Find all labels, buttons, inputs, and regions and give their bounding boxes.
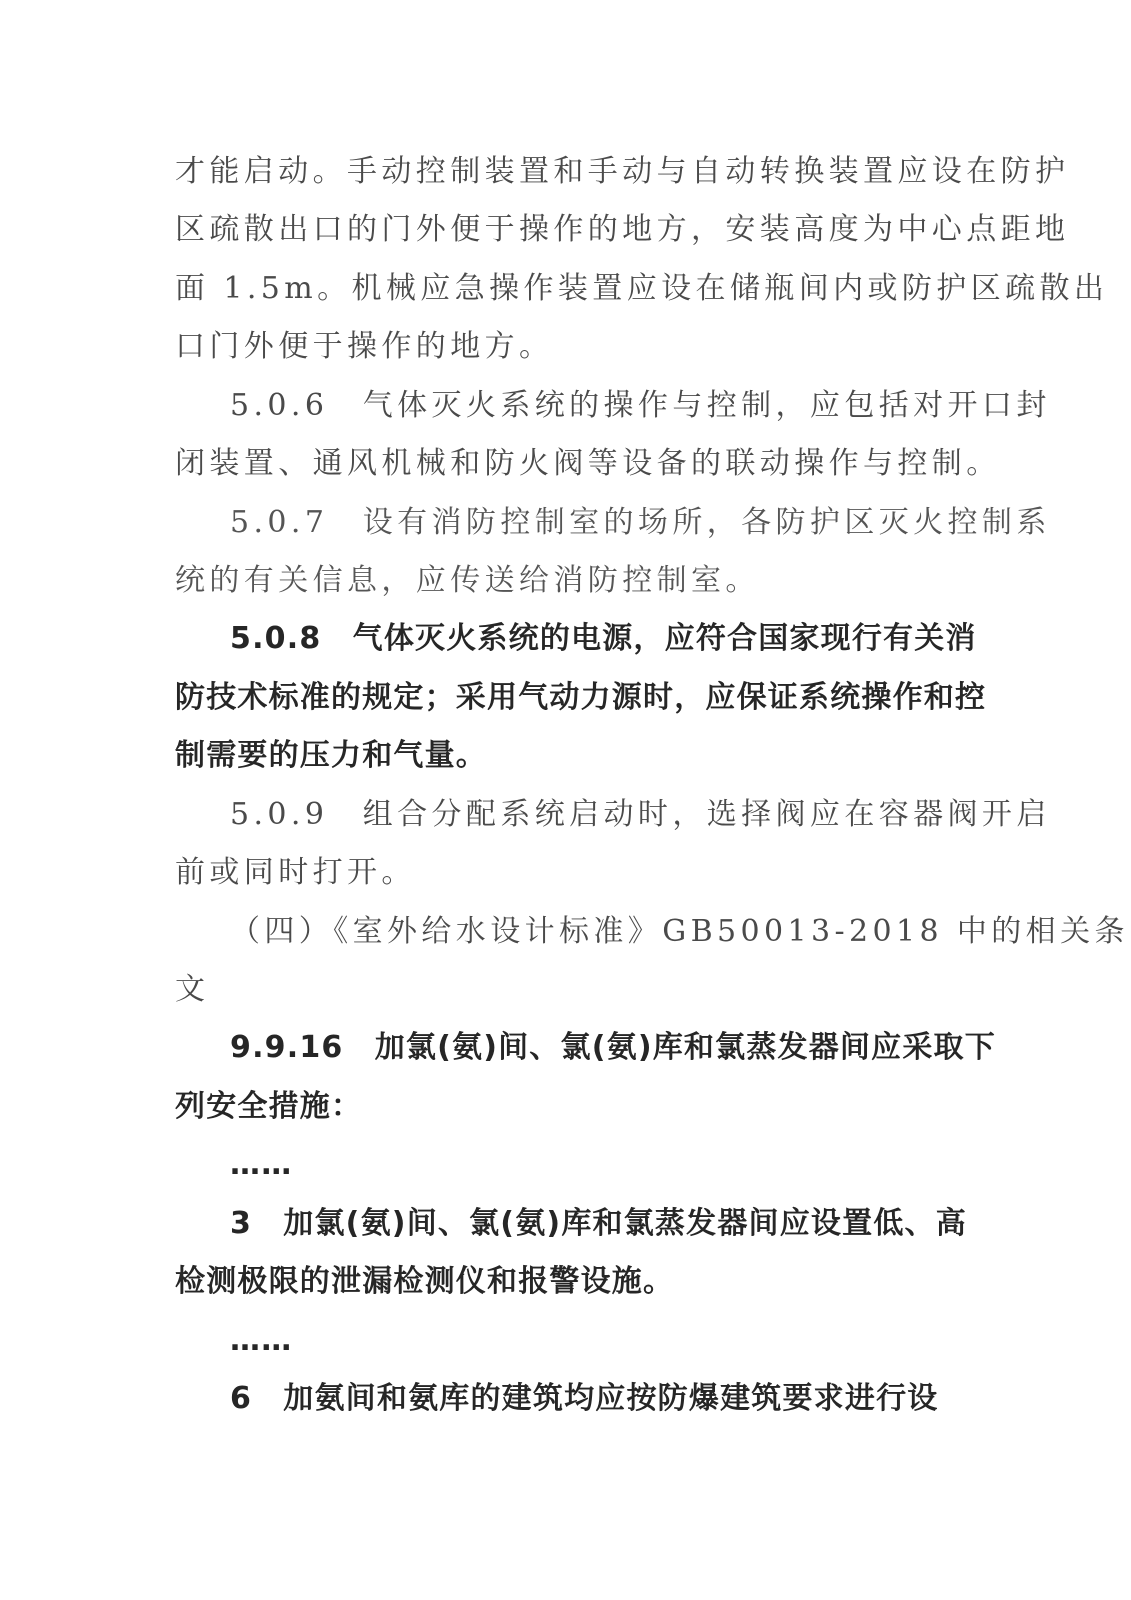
item-6: 6 加氨间和氨库的建筑均应按防爆建筑要求进行设 [230, 1381, 939, 1416]
text-line-17: 列安全措施： [175, 1089, 363, 1124]
item-3: 3 加氯(氨)间、氯(氨)库和氯蒸发器间应设置低、高 [230, 1206, 967, 1241]
text-line-11: 制需要的压力和气量。 [175, 738, 487, 773]
clause-5-0-7: 5.0.7 设有消防控制室的场所，各防护区灭火控制系 [230, 505, 1051, 540]
clause-9-9-16: 9.9.16 加氯(氨)间、氯(氨)库和氯蒸发器间应采取下 [230, 1030, 996, 1065]
text-line-3: 面 1.5m。机械应急操作装置应设在储瓶间内或防护区疏散出 [175, 271, 1109, 306]
text-line-1: 才能启动。手动控制装置和手动与自动转换装置应设在防护 [175, 154, 1070, 189]
text-line-15: 文 [175, 972, 210, 1007]
section-heading-4: （四）《室外给水设计标准》GB50013-2018 中的相关条 [230, 914, 1129, 949]
text-line-4: 口门外便于操作的地方。 [175, 329, 554, 364]
text-line-13: 前或同时打开。 [175, 855, 416, 890]
clause-5-0-8: 5.0.8 气体灭火系统的电源，应符合国家现行有关消 [230, 621, 977, 656]
text-line-2: 区疏散出口的门外便于操作的地方，安装高度为中心点距地 [175, 212, 1070, 247]
clause-5-0-9: 5.0.9 组合分配系统启动时，选择阀应在容器阀开启 [230, 797, 1051, 832]
ellipsis-1: …… [230, 1147, 293, 1182]
text-line-10: 防技术标准的规定；采用气动力源时，应保证系统操作和控 [175, 680, 987, 715]
text-line-20: 检测极限的泄漏检测仪和报警设施。 [175, 1264, 675, 1299]
text-line-6: 闭装置、通风机械和防火阀等设备的联动操作与控制。 [175, 446, 1001, 481]
text-line-8: 统的有关信息，应传送给消防控制室。 [175, 563, 760, 598]
ellipsis-2: …… [230, 1323, 293, 1358]
clause-5-0-6: 5.0.6 气体灭火系统的操作与控制，应包括对开口封 [230, 388, 1051, 423]
